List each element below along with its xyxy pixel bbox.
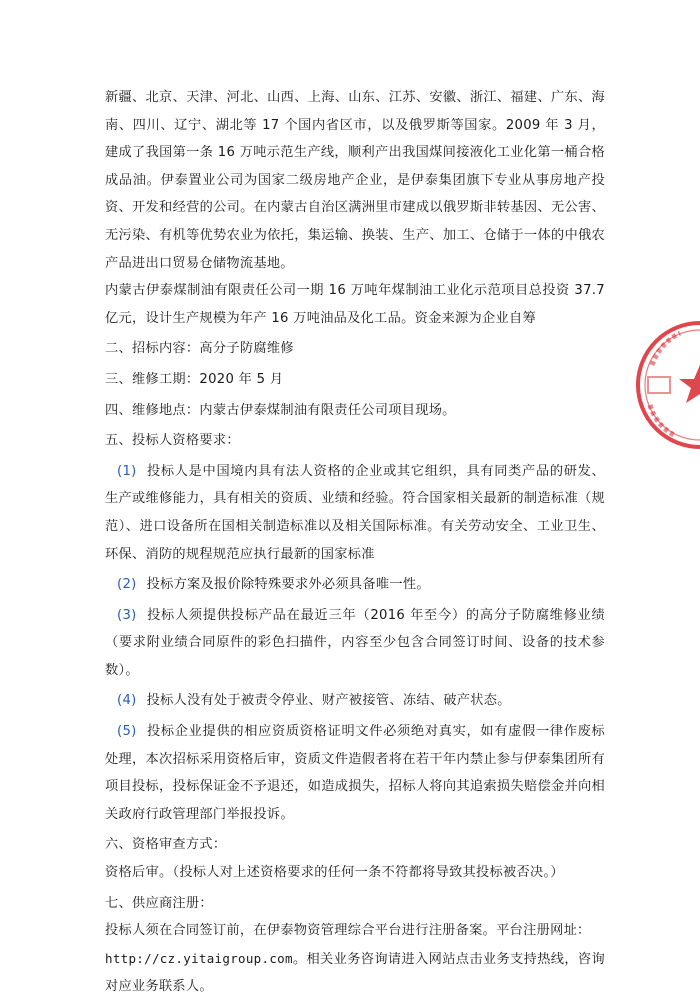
company-seal-icon bbox=[630, 315, 700, 455]
section-3-repair-period: 三、维修工期：2020 年 5 月 bbox=[105, 371, 284, 387]
intro-paragraph: 新疆、北京、天津、河北、山西、上海、山东、江苏、安徽、浙江、福建、广东、海南、四川、辽宁、湖北等 17 个国内省区市，以及俄罗斯等国家。2009 年 3 月，建成了我国第一条 16 万吨示范生产线，顺利产出我国煤间接液化工业化第一桶合格成品油。伊泰置业公司为国家二级房地产企业，是伊泰集团旗下专业从事房地产投资、开发和经营的公司。在内蒙古自治区满洲里市建成以俄罗斯非转基因、无公害、无污染、有机等优势农业为依托，集运输、换装、生产、加工、仓储于一体的中俄农产品进出口贸易仓储物流基地。 bbox=[105, 90, 605, 271]
requirement-item: (4) 投标人没有处于被责令停业、财产被接管、冻结、破产状态。 bbox=[117, 693, 511, 709]
requirement-item: (2) 投标方案及报价除特殊要求外必须具备唯一性。 bbox=[117, 577, 430, 593]
section-5-qualifications: 五、投标人资格要求： bbox=[105, 433, 240, 449]
requirement-item: (1) 投标人是中国境内具有法人资格的企业或其它组织，具有同类产品的研发、生产或维修能力，具有相关的资质、业绩和经验。符合国家相关最新的制造标准（规范）、进口设备所在国相关制造标准以及相关国际标准。有关劳动安全、工业卫生、环保、消防的规程规范应执行最新的国家标准 bbox=[105, 463, 605, 562]
requirement-item: (5) 投标企业提供的相应资质资格证明文件必须绝对真实，如有虚假一律作废标处理，本次招标采用资格后审，资质文件造假者将在若干年内禁止参与伊泰集团所有项目投标，投标保证金不予退还，如造成损失，招标人将向其追索损失赔偿金并向相关政府行政管理部门举报投诉。 bbox=[105, 724, 605, 822]
project-paragraph: 内蒙古伊泰煤制油有限责任公司一期 16 万吨年煤制油工业化示范项目总投资 37.7 亿元，设计生产规模为年产 16 万吨油品及化工品。资金来源为企业自筹 bbox=[105, 283, 605, 326]
section-6-review-method: 六、资格审查方式： bbox=[105, 837, 227, 853]
document-body bbox=[105, 84, 605, 1001]
section-6-body: 资格后审。（投标人对上述资格要求的任何一条不符都将导致其投标被否决。） bbox=[105, 865, 564, 881]
requirement-item: (3) 投标人须提供投标产品在最近三年（2016 年至今）的高分子防腐维修业绩（要求附业绩合同原件的彩色扫描件，内容至少包含合同签订时间、设备的技术参数）。 bbox=[105, 607, 605, 678]
section-7-supplier-registration: 七、供应商注册： bbox=[105, 895, 213, 911]
registration-url-paragraph: http://cz.yitaigroup.com。相关业务咨询请进入网站点击业务支持热线，咨询对应业务联系人。 bbox=[105, 950, 605, 995]
section-4-repair-location: 四、维修地点：内蒙古伊泰煤制油有限责任公司项目现场。 bbox=[105, 402, 456, 418]
section-2-bid-content: 二、招标内容：高分子防腐维修 bbox=[105, 341, 294, 357]
section-7-body: 投标人须在合同签订前，在伊泰物资管理综合平台进行注册备案。平台注册网址： bbox=[105, 923, 591, 939]
registration-url[interactable]: http://cz.yitaigroup.com bbox=[105, 950, 293, 966]
